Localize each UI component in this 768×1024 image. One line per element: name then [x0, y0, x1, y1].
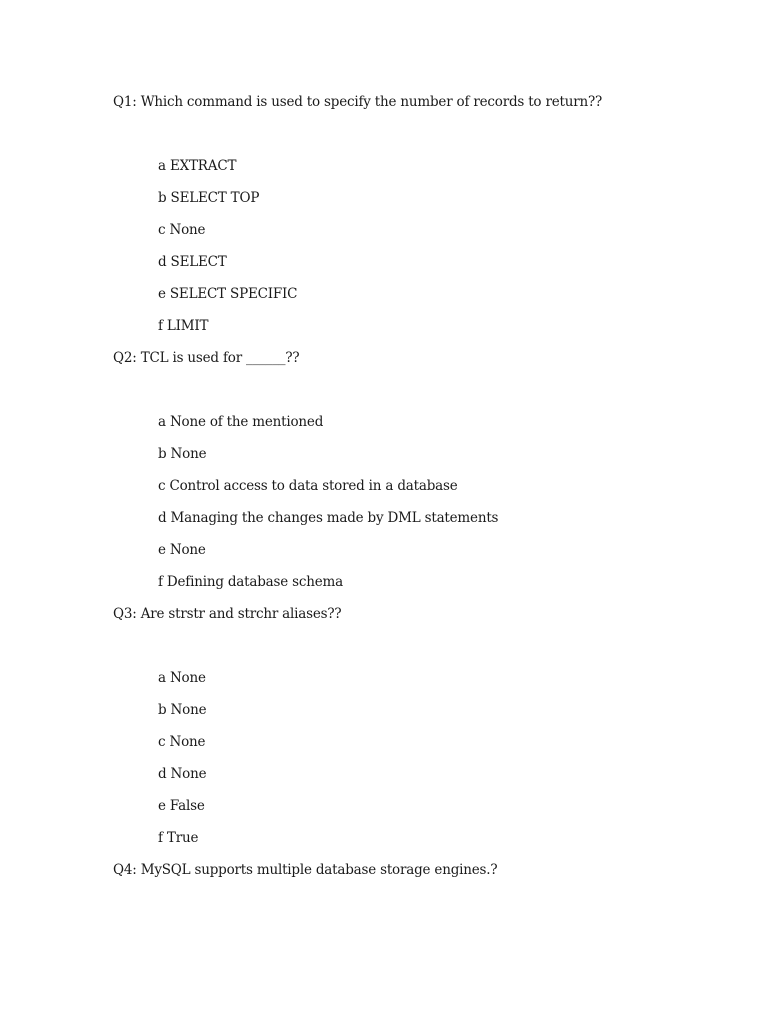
- q3-option-d: d None: [158, 766, 207, 782]
- question-4: Q4: MySQL supports multiple database storage engines.?: [113, 862, 498, 878]
- question-1: Q1: Which command is used to specify the number of records to return??: [113, 94, 603, 110]
- q2-option-e: e None: [158, 542, 206, 558]
- q3-option-f: f True: [158, 830, 199, 846]
- q1-option-c: c None: [158, 222, 206, 238]
- q2-option-a: a None of the mentioned: [158, 414, 324, 430]
- q2-option-f: f Defining database schema: [158, 574, 343, 590]
- q1-option-d: d SELECT: [158, 254, 227, 270]
- q1-option-f: f LIMIT: [158, 318, 209, 334]
- question-3: Q3: Are strstr and strchr aliases??: [113, 606, 342, 622]
- q3-option-c: c None: [158, 734, 206, 750]
- q2-option-d: d Managing the changes made by DML statements: [158, 510, 499, 526]
- q1-option-a: a EXTRACT: [158, 158, 237, 174]
- q1-option-e: e SELECT SPECIFIC: [158, 286, 298, 302]
- q2-option-c: c Control access to data stored in a database: [158, 478, 458, 494]
- q1-option-b: b SELECT TOP: [158, 190, 260, 206]
- q3-option-a: a None: [158, 670, 206, 686]
- question-2: Q2: TCL is used for ______??: [113, 350, 300, 366]
- q3-option-e: e False: [158, 798, 205, 814]
- q2-option-b: b None: [158, 446, 207, 462]
- q3-option-b: b None: [158, 702, 207, 718]
